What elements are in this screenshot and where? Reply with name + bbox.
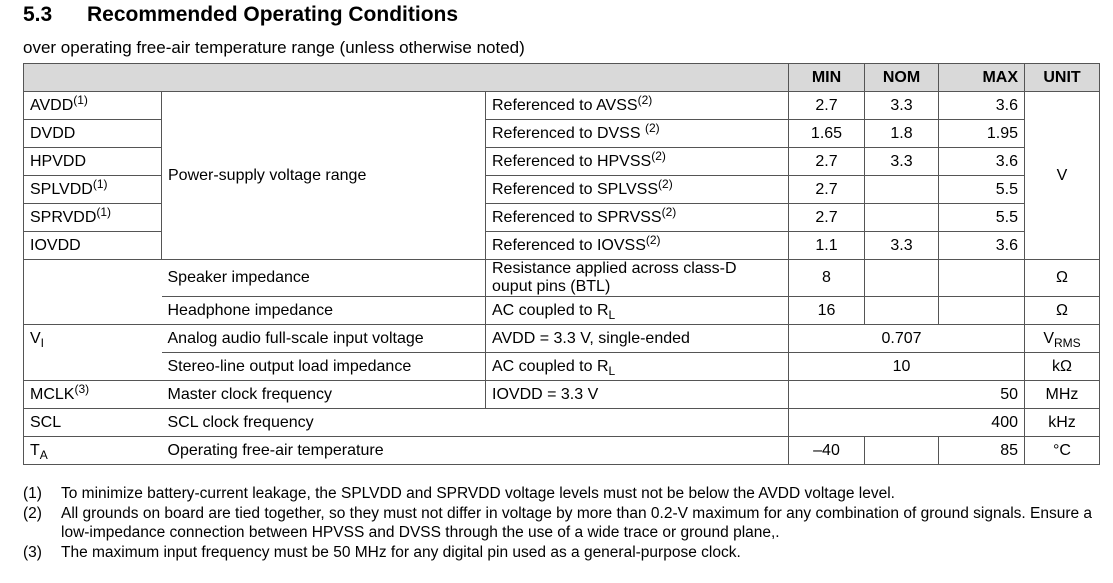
unit-cell: Ω [1025, 297, 1100, 325]
condition-cell: Referenced to SPLVSS$^{(2)}$ [486, 176, 789, 204]
max-cell [939, 297, 1025, 325]
unit-cell: MHz [1025, 381, 1100, 409]
parameter-cell: SCL clock frequency [162, 409, 486, 437]
header-row [24, 64, 1100, 92]
footnote-text: The maximum input frequency must be 50 MHz for any digital pin used as a general-purpose clock. [61, 543, 741, 561]
parameter-cell: Master clock frequency [162, 381, 486, 409]
table-row [24, 409, 1100, 437]
symbol-cell: MCLK$^{(3)}$ [24, 381, 162, 409]
symbol-cell [24, 353, 162, 381]
table-row [24, 353, 1100, 381]
min-cell: 1.65 [789, 120, 865, 148]
symbol-cell: IOVDD [24, 232, 162, 260]
symbol-cell: AVDD$^{(1)}$ [24, 92, 162, 120]
unit-cell: $V_{RMS}$ [1025, 325, 1100, 353]
symbol-cell: DVDD [24, 120, 162, 148]
min-cell: 8 [789, 260, 865, 297]
footnote-number: (1) [23, 485, 42, 502]
footnote-3 [23, 543, 1103, 563]
max-cell [939, 353, 1025, 381]
parameter-cell: Stereo-line output load impedance [162, 353, 486, 381]
unit-cell: kHz [1025, 409, 1100, 437]
nom-cell: 3.3 [865, 148, 939, 176]
symbol-cell: SCL [24, 409, 162, 437]
symbol-cell: $V_I$ [24, 325, 162, 353]
nom-cell: 3.3 [865, 92, 939, 120]
parameter-cell: Operating free-air temperature [162, 437, 486, 465]
header-parameter [162, 64, 486, 92]
footnote-2 [23, 504, 1103, 543]
condition-cell: AC coupled to $R_L$ [486, 297, 789, 325]
footnote-1 [23, 484, 1103, 504]
min-cell: 1.1 [789, 232, 865, 260]
nom-cell [865, 297, 939, 325]
footnotes [23, 484, 1103, 562]
max-cell: 50 [939, 381, 1025, 409]
condition-cell [486, 409, 789, 437]
unit-cell: kΩ [1025, 353, 1100, 381]
max-cell: 400 [939, 409, 1025, 437]
symbol-cell [24, 260, 162, 297]
unit-cell: Ω [1025, 260, 1100, 297]
nom-cell: 0.707 [865, 325, 939, 353]
condition-cell: AC coupled to $R_L$ [486, 353, 789, 381]
nom-cell: 1.8 [865, 120, 939, 148]
max-cell: 3.6 [939, 232, 1025, 260]
symbol-cell: SPLVDD$^{(1)}$ [24, 176, 162, 204]
symbol-cell: $T_A$ [24, 437, 162, 465]
footnote-text: To minimize battery-current leakage, the SPLVDD and SPRVDD voltage levels must not be below the AVDD voltage level. [61, 485, 895, 502]
parameter-cell: Speaker impedance [162, 260, 486, 297]
min-cell [789, 325, 865, 353]
condition-cell: Resistance applied across class-D ouput pins (BTL) [486, 260, 789, 297]
min-cell: 2.7 [789, 92, 865, 120]
footnote-number: (3) [23, 543, 42, 561]
condition-cell: Referenced to AVSS$^{(2)}$ [486, 92, 789, 120]
nom-cell [865, 260, 939, 297]
header-condition [486, 64, 789, 92]
footnote-text: All grounds on board are tied together, so they must not differ in voltage by more than 0.2-V maximum for any combination of ground signals. Ensure a low-impedance connection between HPVSS and DVSS through the use of a wide trace or ground plane,. [61, 504, 1093, 541]
footnote-number: (2) [23, 504, 42, 522]
condition-cell: Referenced to DVSS $^{(2)}$ [486, 120, 789, 148]
section-title: Recommended Operating Conditions [87, 3, 459, 26]
header-min: MIN [789, 64, 865, 92]
condition-cell: AVDD = 3.3 V, single-ended [486, 325, 789, 353]
max-cell: 3.6 [939, 148, 1025, 176]
min-cell [789, 381, 865, 409]
header-unit: UNIT [1025, 64, 1100, 92]
symbol-cell: SPRVDD$^{(1)}$ [24, 204, 162, 232]
max-cell: 3.6 [939, 92, 1025, 120]
min-cell: 2.7 [789, 204, 865, 232]
min-cell [789, 409, 865, 437]
section-heading [23, 3, 458, 33]
section-number: 5.3 [23, 3, 53, 26]
header-symbol [24, 64, 162, 92]
table-row [24, 381, 1100, 409]
condition-cell: Referenced to SPRVSS$^{(2)}$ [486, 204, 789, 232]
table-row [24, 92, 1100, 120]
table-row [24, 325, 1100, 353]
symbol-cell [24, 297, 162, 325]
condition-cell [486, 437, 789, 465]
nom-cell [865, 409, 939, 437]
max-cell: 85 [939, 437, 1025, 465]
table-row [24, 260, 1100, 297]
nom-cell [865, 381, 939, 409]
condition-cell: Referenced to HPVSS$^{(2)}$ [486, 148, 789, 176]
min-cell: 16 [789, 297, 865, 325]
nom-cell: 3.3 [865, 232, 939, 260]
header-max: MAX [939, 64, 1025, 92]
condition-cell: Referenced to IOVSS$^{(2)}$ [486, 232, 789, 260]
condition-cell: IOVDD = 3.3 V [486, 381, 789, 409]
nom-cell: 10 [865, 353, 939, 381]
nom-cell [865, 437, 939, 465]
min-cell: 2.7 [789, 148, 865, 176]
max-cell: 1.95 [939, 120, 1025, 148]
parameter-cell: Headphone impedance [162, 297, 486, 325]
min-cell: 2.7 [789, 176, 865, 204]
max-cell: 5.5 [939, 204, 1025, 232]
operating-conditions-table [23, 63, 1100, 465]
min-cell: –40 [789, 437, 865, 465]
nom-cell [865, 176, 939, 204]
max-cell [939, 325, 1025, 353]
parameter-cell: Analog audio full-scale input voltage [162, 325, 486, 353]
section-subtitle: over operating free-air temperature range (unless otherwise noted) [23, 38, 525, 57]
unit-cell: °C [1025, 437, 1100, 465]
parameter-cell: Power-supply voltage range [162, 92, 486, 260]
table-row [24, 297, 1100, 325]
min-cell [789, 353, 865, 381]
table-row [24, 437, 1100, 465]
nom-cell [865, 204, 939, 232]
unit-cell: V [1025, 92, 1100, 260]
header-nom: NOM [865, 64, 939, 92]
symbol-cell: HPVDD [24, 148, 162, 176]
max-cell [939, 260, 1025, 297]
max-cell: 5.5 [939, 176, 1025, 204]
